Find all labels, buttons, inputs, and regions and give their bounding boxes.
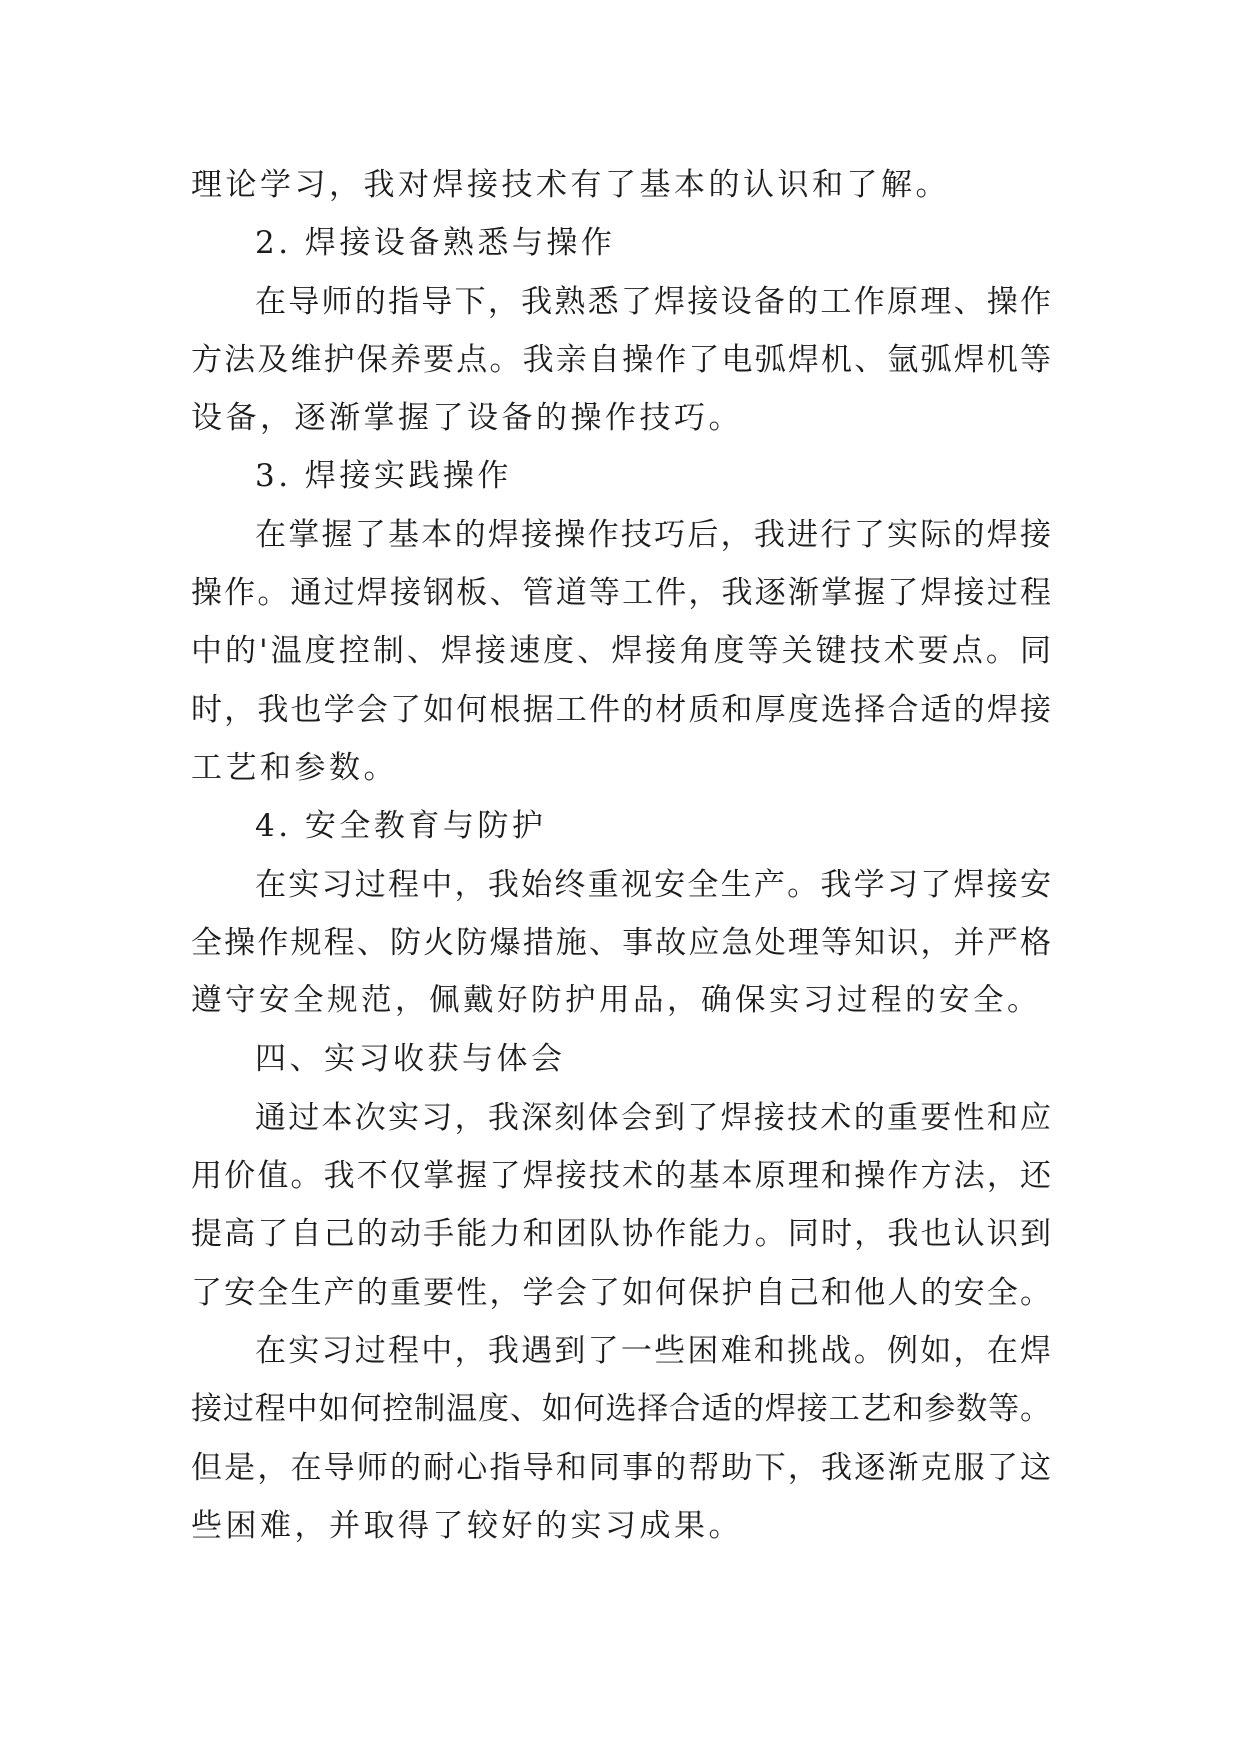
paragraph-line: 全操作规程、防火防爆措施、事故应急处理等知识，并严格 bbox=[191, 924, 1051, 961]
paragraph-line: 在掌握了基本的焊接操作技巧后，我进行了实际的焊接 bbox=[255, 516, 1051, 553]
document-body bbox=[191, 156, 1051, 1555]
paragraph-line: 在实习过程中，我始终重视安全生产。我学习了焊接安 bbox=[255, 866, 1051, 903]
paragraph-line: 中的'温度控制、焊接速度、焊接角度等关键技术要点。同 bbox=[191, 633, 1051, 670]
section-heading: 2. 焊接设备熟悉与操作 bbox=[255, 225, 616, 262]
section-heading: 4. 安全教育与防护 bbox=[255, 808, 547, 845]
paragraph-line: 接过程中如何控制温度、如何选择合适的焊接工艺和参数等。 bbox=[191, 1391, 1051, 1428]
paragraph-line: 用价值。我不仅掌握了焊接技术的基本原理和操作方法，还 bbox=[191, 1158, 1051, 1195]
paragraph-line: 工艺和参数。 bbox=[191, 749, 398, 786]
section-heading: 四、实习收获与体会 bbox=[255, 1041, 566, 1078]
paragraph-line: 操作。通过焊接钢板、管道等工件，我逐渐掌握了焊接过程 bbox=[191, 575, 1051, 612]
paragraph-line: 在导师的指导下，我熟悉了焊接设备的工作原理、操作 bbox=[255, 283, 1051, 320]
paragraph-line: 方法及维护保养要点。我亲自操作了电弧焊机、氩弧焊机等 bbox=[191, 341, 1051, 378]
paragraph-line: 理论学习，我对焊接技术有了基本的认识和了解。 bbox=[191, 167, 950, 203]
section-heading: 3. 焊接实践操作 bbox=[255, 458, 512, 495]
paragraph-line: 但是，在导师的耐心指导和同事的帮助下，我逐渐克服了这 bbox=[191, 1449, 1051, 1486]
paragraph-line: 设备，逐渐掌握了设备的操作技巧。 bbox=[191, 400, 743, 437]
paragraph-line: 遵守安全规范，佩戴好防护用品，确保实习过程的安全。 bbox=[191, 983, 1041, 1019]
paragraph-line: 提高了自己的动手能力和团队协作能力。同时，我也认识到 bbox=[191, 1216, 1051, 1253]
paragraph-line: 些困难，并取得了较好的实习成果。 bbox=[191, 1507, 743, 1544]
paragraph-line: 了安全生产的重要性，学会了如何保护自己和他人的安全。 bbox=[191, 1274, 1051, 1311]
paragraph-line: 时，我也学会了如何根据工件的材质和厚度选择合适的焊接 bbox=[191, 691, 1051, 728]
paragraph-line: 在实习过程中，我遇到了一些困难和挑战。例如，在焊 bbox=[255, 1332, 1051, 1369]
paragraph-line: 通过本次实习，我深刻体会到了焊接技术的重要性和应 bbox=[255, 1099, 1051, 1136]
